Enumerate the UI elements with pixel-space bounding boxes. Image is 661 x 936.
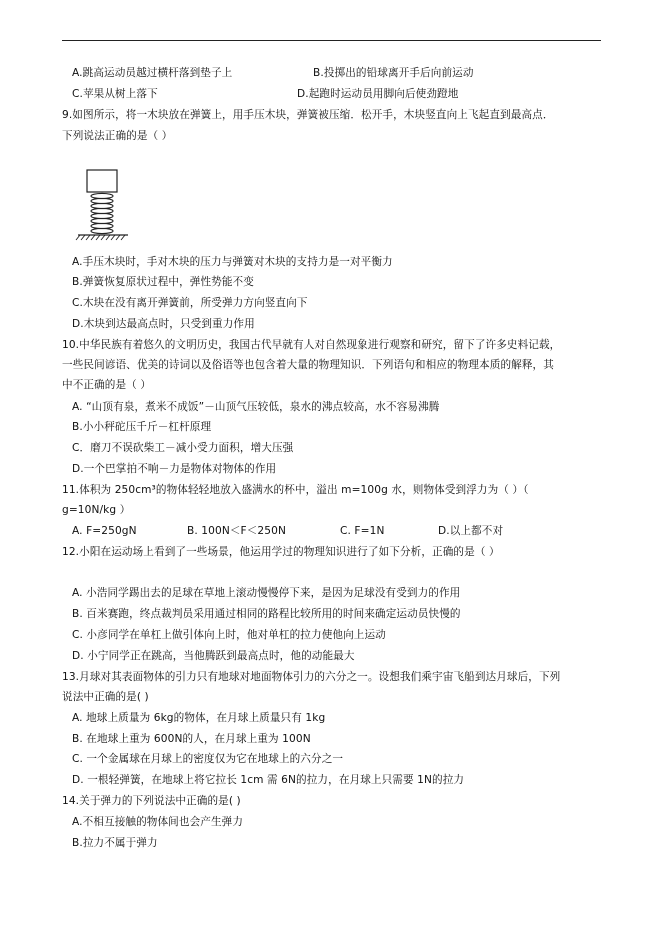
q8-option-c: C.苹果从树上落下 [72,88,158,100]
q8-option-b: B.投掷出的铅球离开手后向前运动 [313,67,474,79]
q11-stem-line1: 11.体积为 250cm³的物体轻轻地放入盛满水的杯中，溢出 m=100g 水，则物体受到浮力为（ ）（ [62,484,529,496]
q10-option-b: B.小小秤砣压千斤－杠杆原理 [72,421,212,433]
q9-stem-line1: 9.如图所示，将一木块放在弹簧上，用手压木块，弹簧被压缩．松开手，木块竖直向上飞起直到最高点． [62,109,554,121]
q13-option-a: A. 地球上质量为 6kg的物体，在月球上质量只有 1kg [72,712,326,724]
q13-option-b: B. 在地球上重为 600N的人，在月球上重为 100N [72,733,311,745]
q9-option-b: B.弹簧恢复原状过程中，弹性势能不变 [72,276,254,288]
q14-stem: 14.关于弹力的下列说法中正确的是( ) [62,795,241,807]
ground-hatching [76,235,128,240]
q10-stem-line2: 一些民间谚语、优美的诗词以及俗语等也包含着大量的物理知识．下列语句和相应的物理本质的解释，其 [62,359,554,371]
q11-option-b: B. 100N＜F＜250N [187,525,286,537]
wooden-block [87,170,117,192]
q10-stem-line1: 10.中华民族有着悠久的文明历史，我国古代早就有人对自然现象进行观察和研究，留下了许多史料记载， [62,339,561,351]
q14-option-a: A.不相互接触的物体间也会产生弹力 [72,816,244,828]
q13-option-c: C. 一个金属球在月球上的密度仅为它在地球上的六分之一 [72,753,344,765]
q8-option-d: D.起跑时运动员用脚向后使劲蹬地 [297,88,459,100]
q10-stem-line3: 中不正确的是（ ） [62,379,152,391]
q11-stem-line2: g=10N/kg ） [62,504,131,516]
q9-stem-line2: 下列说法正确的是（ ） [62,130,173,142]
header-rule [62,40,601,41]
q12-option-a: A. 小浩同学踢出去的足球在草地上滚动慢慢停下来，是因为足球没有受到力的作用 [72,587,461,599]
q10-option-d: D.一个巴掌拍不响－力是物体对物体的作用 [72,463,277,475]
q8-option-a: A.跳高运动员越过横杆落到垫子上 [72,67,233,79]
q10-option-c: C．磨刀不误砍柴工－减小受力面积，增大压强 [72,442,294,454]
spring-coil [91,193,113,233]
q13-stem-line1: 13.月球对其表面物体的引力只有地球对地面物体引力的六分之一。设想我们乘宇宙飞船到达月球后，下列 [62,671,561,683]
q10-option-a: A. “山顶有泉，煮米不成饭”－山顶气压较低，泉水的沸点较高，水不容易沸腾 [72,401,440,413]
q14-option-b: B.拉力不属于弹力 [72,837,158,849]
q12-option-b: B. 百米赛跑，终点裁判员采用通过相同的路程比较所用的时间来确定运动员快慢的 [72,608,461,620]
q12-option-d: D. 小宁同学正在跳高，当他腾跃到最高点时，他的动能最大 [72,650,355,662]
q13-option-d: D. 一根轻弹簧，在地球上将它拉长 1cm 需 6N的拉力，在月球上只需要 1N的拉力 [72,774,465,786]
q12-stem: 12.小阳在运动场上看到了一些场景，他运用学过的物理知识进行了如下分析，正确的是（ ） [62,546,500,558]
q11-option-a: A. F=250gN [72,525,137,537]
q13-stem-line2: 说法中正确的是( ) [62,691,149,703]
q11-option-d: D.以上都不对 [438,525,504,537]
q11-option-c: C. F=1N [340,525,385,537]
spring-block-figure [72,163,132,243]
q9-option-c: C.木块在没有离开弹簧前，所受弹力方向竖直向下 [72,297,308,309]
q9-option-a: A.手压木块时，手对木块的压力与弹簧对木块的支持力是一对平衡力 [72,256,393,268]
q9-option-d: D.木块到达最高点时，只受到重力作用 [72,318,255,330]
q12-option-c: C. 小彦同学在单杠上做引体向上时，他对单杠的拉力使他向上运动 [72,629,386,641]
